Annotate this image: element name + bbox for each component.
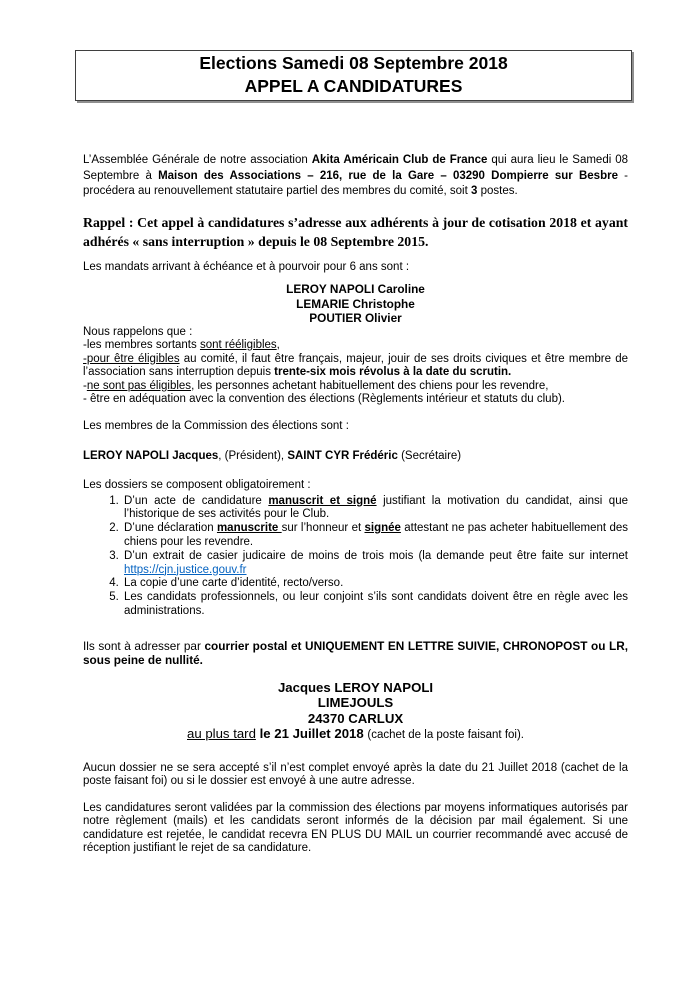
reminders-heading: Nous rappelons que : <box>83 325 193 338</box>
text-run: Ils sont à adresser par <box>83 638 205 653</box>
text-run: D’une déclaration <box>124 522 217 535</box>
text-run: 3 <box>471 185 478 198</box>
candidate-list <box>83 282 628 326</box>
commission-heading: Les membres de la Commission des élections sont : <box>83 419 349 432</box>
reminder-line <box>83 393 628 407</box>
deadline-line <box>83 726 628 744</box>
dossier-item <box>122 495 628 523</box>
text-run: Maison des Associations – 216, rue de la Gare – 03290 Dompierre sur Besbre <box>158 169 618 182</box>
dossier-item <box>122 577 628 591</box>
text-run: Les candidats professionnels, ou leur conjoint s’ils sont candidats doivent être en règle avec les administrations. <box>124 591 628 617</box>
text-run: La copie d’une carte d’identité, recto/verso. <box>124 577 344 590</box>
text-run: L’Assemblée Générale de notre association <box>83 154 312 166</box>
mailing-address-block <box>83 680 628 744</box>
address-postal-city: 24370 CARLUX <box>307 710 404 726</box>
text-run: Akita Américain Club de France <box>311 154 488 166</box>
mailing-instructions <box>83 639 628 668</box>
candidate-name: LEMARIE Christophe <box>296 296 415 311</box>
text-run: SAINT CYR Frédéric <box>287 449 398 462</box>
reminder-line <box>83 339 628 353</box>
cjn-justice-link[interactable]: https://cjn.justice.gouv.fr <box>124 563 247 576</box>
text-run: le 21 Juillet 2018 <box>259 726 364 742</box>
candidate-name: POUTIER Olivier <box>309 311 402 326</box>
text-run: - <box>83 379 87 392</box>
candidate-name: LEROY NAPOLI Caroline <box>286 282 425 297</box>
text-run: signée <box>364 522 401 535</box>
intro-paragraph <box>83 153 628 200</box>
text-run: manuscrit et signé <box>268 494 377 507</box>
reminder-line <box>83 380 628 394</box>
mandates-line: Les mandats arrivant à échéance et à pourvoir pour 6 ans sont : <box>83 261 410 274</box>
dossier-item <box>122 591 628 619</box>
text-run: postes. <box>477 185 518 198</box>
text-run: - procédera au renouvellement statutaire partiel des membres du comité, soit <box>83 169 629 198</box>
text-run: (cachet de la poste faisant foi). <box>367 729 524 742</box>
text-run: courrier postal et UNIQUEMENT EN LETTRE SUIVIE, CHRONOPOST ou LR, sous peine de nullité. <box>83 638 628 668</box>
reminders-block <box>83 326 628 407</box>
text-run: LEROY NAPOLI Jacques <box>83 449 219 462</box>
title-box <box>75 50 632 101</box>
text-run: -pour être éligibles <box>83 352 180 365</box>
text-run: D’un extrait de casier judicaire de moins de trois mois (la demande peut être faite sur internet <box>124 549 628 562</box>
document-title-line2: APPEL A CANDIDATURES <box>244 76 463 96</box>
dossier-item <box>122 550 628 578</box>
text-run: attestant ne pas acheter habituellement des chiens pour les revendre. <box>124 522 628 548</box>
dossier-item <box>122 522 628 550</box>
text-run: justifiant la motivation du candidat, ainsi que l’historique de ses activités pour le Club. <box>124 494 628 521</box>
text-run: , <box>276 339 280 352</box>
document-title-line1: Elections Samedi 08 Septembre 2018 <box>199 53 508 73</box>
text-run: au comité, il faut être français, majeur, jouir de ses droits civiques et être membre de l’association sans interruption depuis <box>83 352 628 379</box>
dossiers-heading: Les dossiers se composent obligatoirement : <box>83 478 311 491</box>
text-run: trente-six mois révolus à la date du scrutin. <box>274 366 512 379</box>
text-run: sont rééligibles <box>199 339 277 352</box>
text-run: sur l’honneur et <box>281 522 365 535</box>
address-locality: LIMEJOULS <box>317 695 394 711</box>
text-run: D’un acte de candidature <box>124 494 269 507</box>
address-name: Jacques LEROY NAPOLI <box>277 679 434 695</box>
dossier-list <box>83 495 628 619</box>
text-run: qui aura lieu le Samedi 08 Septembre à <box>83 154 629 182</box>
no-dossier-paragraph: Aucun dossier ne se sera accepté s’il n’est complet envoyé après la date du 21 Juillet 2018 (cachet de la poste faisant foi) ou si le dossier est envoyé à une autre adresse. <box>83 761 628 788</box>
text-run: manuscrite <box>216 522 282 535</box>
text-run: (Secrétaire) <box>397 449 462 462</box>
commission-members <box>83 449 628 463</box>
text-run: -les membres sortants <box>83 339 200 352</box>
text-run: ne sont pas éligibles <box>86 379 192 392</box>
rappel-notice: Rappel : Cet appel à candidatures s’adresse aux adhérents à jour de cotisation 2018 et ayant adhérés « sans interruption » depuis le 08 Septembre 2015. <box>83 215 628 249</box>
text-run: - être en adéquation avec la convention des élections (Règlements intérieur et statuts du club). <box>83 393 566 406</box>
reminder-line <box>83 353 628 380</box>
validation-paragraph: Les candidatures seront validées par la commission des élections par moyens informatiques autorisés par notre règlement (mails) et les candidats seront informés de la décision par mail également. Si une candidature est rejetée, le candidat recevra EN PLUS DU MAIL un courrier recommandé avec accusé de réception justifiant le rejet de sa candidature. <box>83 801 628 855</box>
text-run: , (Président), <box>218 449 288 462</box>
text-run: , les personnes achetant habituellement des chiens pour les revendre, <box>191 379 549 392</box>
text-run: au plus tard <box>187 726 256 742</box>
